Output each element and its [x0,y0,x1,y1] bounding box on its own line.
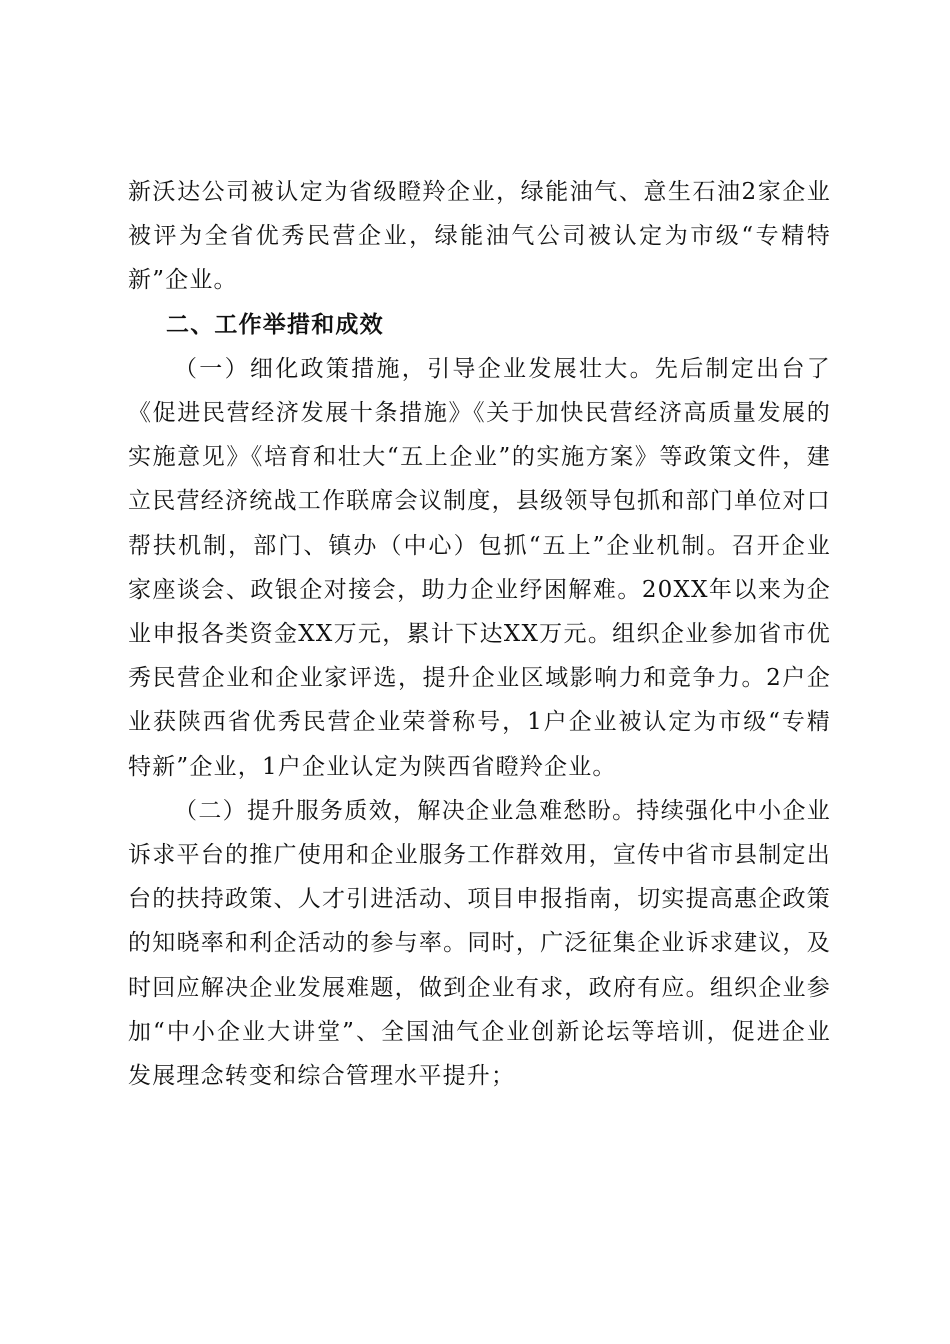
paragraph-policy-measures: （一）细化政策措施，引导企业发展壮大。先后制定出台了《促进民营经济发展十条措施》《关于加快民营经济高质量发展的实施意见》《培育和壮大“五上企业”的实施方案》等政策文件，建立民营经济统战工作联席会议制度，县级领导包抓和部门单位对口帮扶机制，部门、镇办（中心）包抓“五上”企业机制。召开企业家座谈会、政银企对接会，助力企业纾困解难。20XX年以来为企业申报各类资金XX万元，累计下达XX万元。组织企业参加省市优秀民营企业和企业家评选，提升企业区域影响力和竞争力。2户企业获陕西省优秀民营企业荣誉称号，1户企业被认定为市级“专精特新”企业，1户企业认定为陕西省瞪羚企业。 [128,355,831,780]
paragraph-service-quality: （二）提升服务质效，解决企业急难愁盼。持续强化中小企业诉求平台的推广使用和企业服务工作群效用，宣传中省市县制定出台的扶持政策、人才引进活动、项目申报指南，切实提高惠企政策的知晓率和利企活动的参与率。同时，广泛征集企业诉求建议，及时回应解决企业发展难题，做到企业有求，政府有应。组织企业参加“中小企业大讲堂”、全国油气企业创新论坛等培训，促进企业发展理念转变和综合管理水平提升； [128,797,831,1090]
document-body [128,170,831,1098]
section-heading: 二、工作举措和成效 [166,311,384,338]
paragraph-continued: 新沃达公司被认定为省级瞪羚企业，绿能油气、意生石油2家企业被评为全省优秀民营企业，绿能油气公司被认定为市级“专精特新”企业。 [128,179,831,294]
